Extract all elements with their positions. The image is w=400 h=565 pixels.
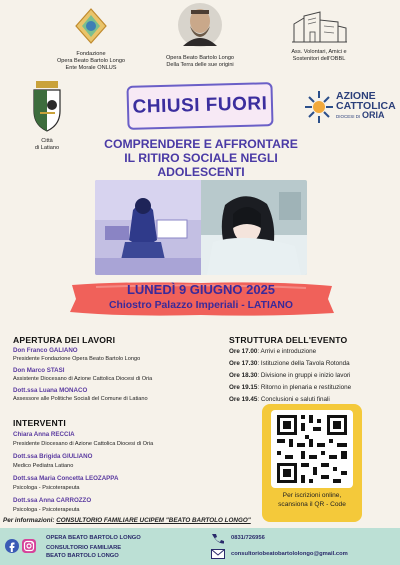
azione-line3a: DIOCESI DI: [336, 114, 361, 119]
interventi-name-4: Dott.ssa Anna CARROZZO: [13, 497, 92, 504]
program-row: [229, 372, 350, 379]
opera-sponsor: [150, 2, 250, 69]
citta-sponsor: [22, 81, 72, 152]
azione-line3b: ORIA: [362, 110, 385, 120]
interventi-role-3: Psicologa - Psicoterapeuta: [13, 485, 80, 491]
footer-phone[interactable]: 0831/726956: [231, 535, 265, 541]
interventi-name-2: Dott.ssa Brigida GIULIANO: [13, 453, 93, 460]
interventi-name-1: Chiara Anna RECCIA: [13, 431, 75, 438]
event-place: Chiostro Palazzo Imperiali - LATIANO: [109, 300, 293, 311]
apertura-role-1: Presidente Fondazione Opera Beato Bartolo Longo: [13, 356, 141, 362]
event-date: LUNEDÌ 9 GIUGNO 2025: [126, 282, 276, 297]
building-sketch: [290, 8, 348, 44]
opera-line1: Opera Beato Bartolo Longo: [165, 54, 235, 61]
interventi-name-3: Dott.ssa Maria Concetta LEOZAPPA: [13, 475, 119, 482]
page-title: CHIUSI FUORI: [132, 93, 268, 118]
portrait-image: [177, 2, 223, 50]
qr-caption: [262, 491, 362, 509]
fondazione-sponsor: [42, 6, 140, 72]
qr-code[interactable]: [271, 410, 353, 488]
program-text: : Ritorno in plenaria e restituzione: [257, 384, 352, 391]
title-box: [126, 82, 273, 130]
azione-line1: AZIONE: [336, 90, 376, 102]
program-time: Ore 19.45: [229, 396, 258, 403]
qr-card[interactable]: [262, 404, 362, 522]
program-row: [229, 360, 350, 367]
program-time: Ore 19.15: [229, 384, 258, 391]
apertura-name-1: Don Franco GALIANO: [13, 347, 78, 354]
struttura-heading: STRUTTURA DELL'EVENTO: [229, 335, 348, 345]
interventi-role-1: Presidente Diocesano di Azione Cattolica Diocesi di Oria: [13, 441, 154, 447]
date-banner: [66, 279, 336, 319]
qr-code-icon: [271, 410, 353, 488]
illustration-teens: [95, 180, 307, 275]
fondazione-line1: Fondazione: [76, 50, 106, 57]
instagram-icon[interactable]: [22, 539, 36, 553]
footer-line1: OPERA BEATO BARTOLO LONGO: [46, 535, 141, 541]
apertura-heading: APERTURA DEI LAVORI: [13, 335, 116, 345]
program-time: Ore 18.30: [229, 372, 258, 379]
footer-line3: BEATO BARTOLO LONGO: [46, 553, 119, 559]
info-line: [3, 517, 251, 524]
apertura-role-2: Assistente Diocesano di Azione Cattolica Diocesi di Oria: [13, 376, 153, 382]
program-text: : Istituzione della Tavola Rotonda: [257, 360, 350, 367]
ass-line1: Ass. Volontari, Amici e: [291, 48, 347, 55]
facebook-icon[interactable]: [5, 539, 19, 553]
footer-email[interactable]: consultoriobeatobartololongo@gmail.com: [231, 551, 348, 557]
qr-line2: scansiona il QR - Code: [278, 501, 346, 508]
sun-icon: [304, 90, 334, 124]
ass-line2: Sostenitori dell'OBBL: [292, 55, 346, 62]
phone-icon: [211, 533, 225, 544]
program-text: : Arrivi e introduzione: [257, 348, 317, 355]
fondazione-logo: [71, 6, 111, 46]
program-row: [229, 384, 351, 391]
program-text: : Conclusioni e saluti finali: [257, 396, 330, 403]
azione-line2: CATTOLICA: [336, 100, 396, 112]
fondazione-line2: Opera Beato Bartolo Longo: [56, 57, 126, 64]
program-time: Ore 17.00: [229, 348, 258, 355]
program-time: Ore 17.30: [229, 360, 258, 367]
info-value: CONSULTORIO FAMILIARE UCIPEM "BEATO BARTOLO LONGO": [56, 517, 251, 524]
opera-line2: Della Terra delle sue origini: [166, 61, 234, 68]
fondazione-line3: Ente Morale ONLUS: [65, 64, 117, 71]
apertura-role-3: Assessore alle Politiche Sociali del Comune di Latiano: [13, 396, 148, 402]
program-text: : Divisione in gruppi e inizio lavori: [257, 372, 351, 379]
program-row: [229, 396, 330, 403]
apertura-name-2: Don Marco STASI: [13, 367, 65, 374]
citta-line1: Città: [41, 137, 53, 144]
qr-line1: Per iscrizioni online,: [282, 492, 342, 499]
interventi-role-4: Psicologa - Psicoterapeuta: [13, 507, 80, 513]
interventi-heading: INTERVENTI: [13, 418, 66, 428]
citta-line2: di Latiano: [34, 144, 60, 151]
hero-illustration: [95, 180, 307, 275]
subtitle-line1: COMPRENDERE E AFFRONTARE: [104, 137, 298, 151]
azione-cattolica-logo: [304, 88, 396, 128]
footer: [0, 528, 400, 565]
email-icon: [211, 549, 225, 559]
ass-sponsor: [268, 8, 370, 63]
interventi-role-2: Medico Pediatra Latiano: [13, 463, 74, 469]
program-row: [229, 348, 316, 355]
subtitle-line3: ADOLESCENTI: [157, 165, 245, 179]
subtitle-line2: IL RITIRO SOCIALE NEGLI: [124, 151, 278, 165]
footer-line2: CONSULTORIO FAMILIARE: [46, 545, 122, 551]
info-prefix: Per informazioni:: [3, 517, 55, 524]
apertura-name-3: Dott.ssa Luana MONACO: [13, 387, 88, 394]
city-crest: [30, 81, 64, 133]
subtitle: [92, 137, 310, 179]
